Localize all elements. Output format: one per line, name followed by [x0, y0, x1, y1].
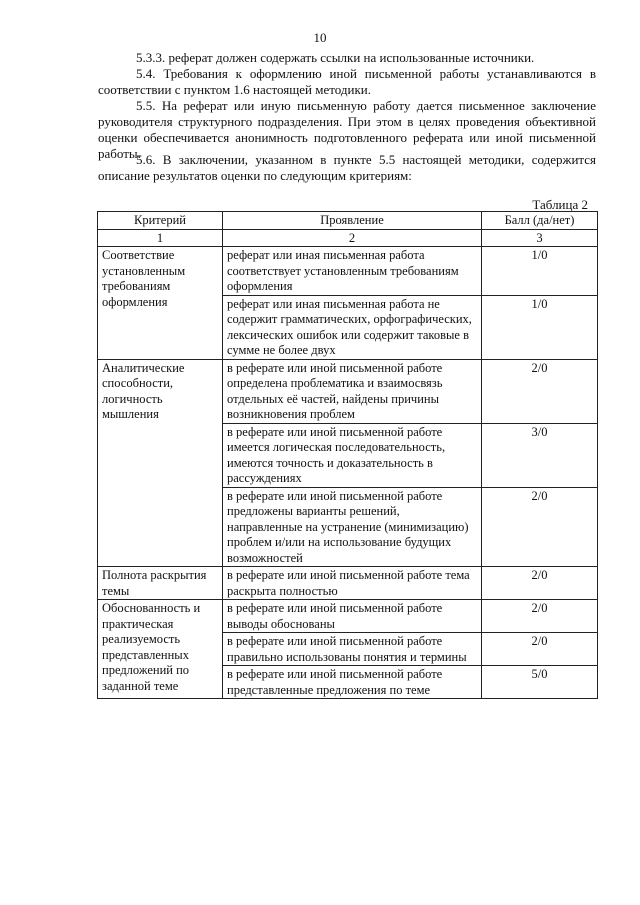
manifestation-cell: реферат или иная письменная работа не содержит грамматических, орфографических, лексических ошибок или содержит таковые в сумме не более двух	[223, 295, 482, 359]
criterion-cell: Полнота раскрытия темы	[98, 567, 223, 600]
score-cell: 2/0	[482, 359, 598, 423]
table-row	[98, 247, 598, 296]
table-row	[98, 600, 598, 633]
paragraph-5-3-3: 5.3.3. реферат должен содержать ссылки на использованные источники.	[136, 50, 535, 65]
criterion-cell: Соответствие установленным требованиям оформления	[98, 247, 223, 360]
column-number: 3	[482, 229, 598, 247]
score-cell: 2/0	[482, 600, 598, 633]
page-number: 10	[313, 30, 327, 45]
criterion-cell: Аналитические способности, логичность мышления	[98, 359, 223, 567]
score-cell: 3/0	[482, 423, 598, 487]
criterion-cell: Обоснованность и практическая реализуемость представленных предложений по заданной теме	[98, 600, 223, 699]
paragraph-5-6: 5.6. В заключении, указанном в пункте 5.5 настоящей методики, содержится описание результатов оценки по следующим критериям:	[98, 152, 596, 183]
criteria-table	[97, 211, 598, 699]
manifestation-cell: реферат или иная письменная работа соответствует установленным требованиям оформления	[223, 247, 482, 296]
header-criterion: Критерий	[98, 212, 223, 230]
score-cell: 1/0	[482, 295, 598, 359]
manifestation-cell: в реферате или иной письменной работе предложены варианты решений, направленные на устранение (минимизацию) проблем и/или на использование будущих возможностей	[223, 487, 482, 567]
score-cell: 1/0	[482, 247, 598, 296]
manifestation-cell: в реферате или иной письменной работе имеется логическая последовательность, имеются точность и доказательность в рассуждениях	[223, 423, 482, 487]
table-header-row	[98, 212, 598, 230]
header-score: Балл (да/нет)	[482, 212, 598, 230]
table-row	[98, 567, 598, 600]
header-manifestation: Проявление	[223, 212, 482, 230]
score-cell: 2/0	[482, 567, 598, 600]
column-number: 2	[223, 229, 482, 247]
score-cell: 5/0	[482, 666, 598, 699]
table-caption: Таблица 2	[532, 197, 588, 212]
paragraph-5-5: 5.5. На реферат или иную письменную работу дается письменное заключение руководителя структурного подразделения. При этом в целях проведения объективной оценки обеспечивается анонимность подготовленного реферата или иной письменной работы.	[98, 98, 596, 161]
column-number: 1	[98, 229, 223, 247]
column-number-row	[98, 229, 598, 247]
manifestation-cell: в реферате или иной письменной работе правильно использованы понятия и термины	[223, 633, 482, 666]
score-cell: 2/0	[482, 633, 598, 666]
manifestation-cell: в реферате или иной письменной работе определена проблематика и взаимосвязь отдельных её частей, найдены причины возникновения проблем	[223, 359, 482, 423]
score-cell: 2/0	[482, 487, 598, 567]
paragraph-5-4: 5.4. Требования к оформлению иной письменной работы устанавливаются в соответствии с пунктом 1.6 настоящей методики.	[98, 66, 596, 97]
manifestation-cell: в реферате или иной письменной работе выводы обоснованы	[223, 600, 482, 633]
table-row	[98, 359, 598, 423]
manifestation-cell: в реферате или иной письменной работе представленные предложения по теме	[223, 666, 482, 699]
manifestation-cell: в реферате или иной письменной работе тема раскрыта полностью	[223, 567, 482, 600]
